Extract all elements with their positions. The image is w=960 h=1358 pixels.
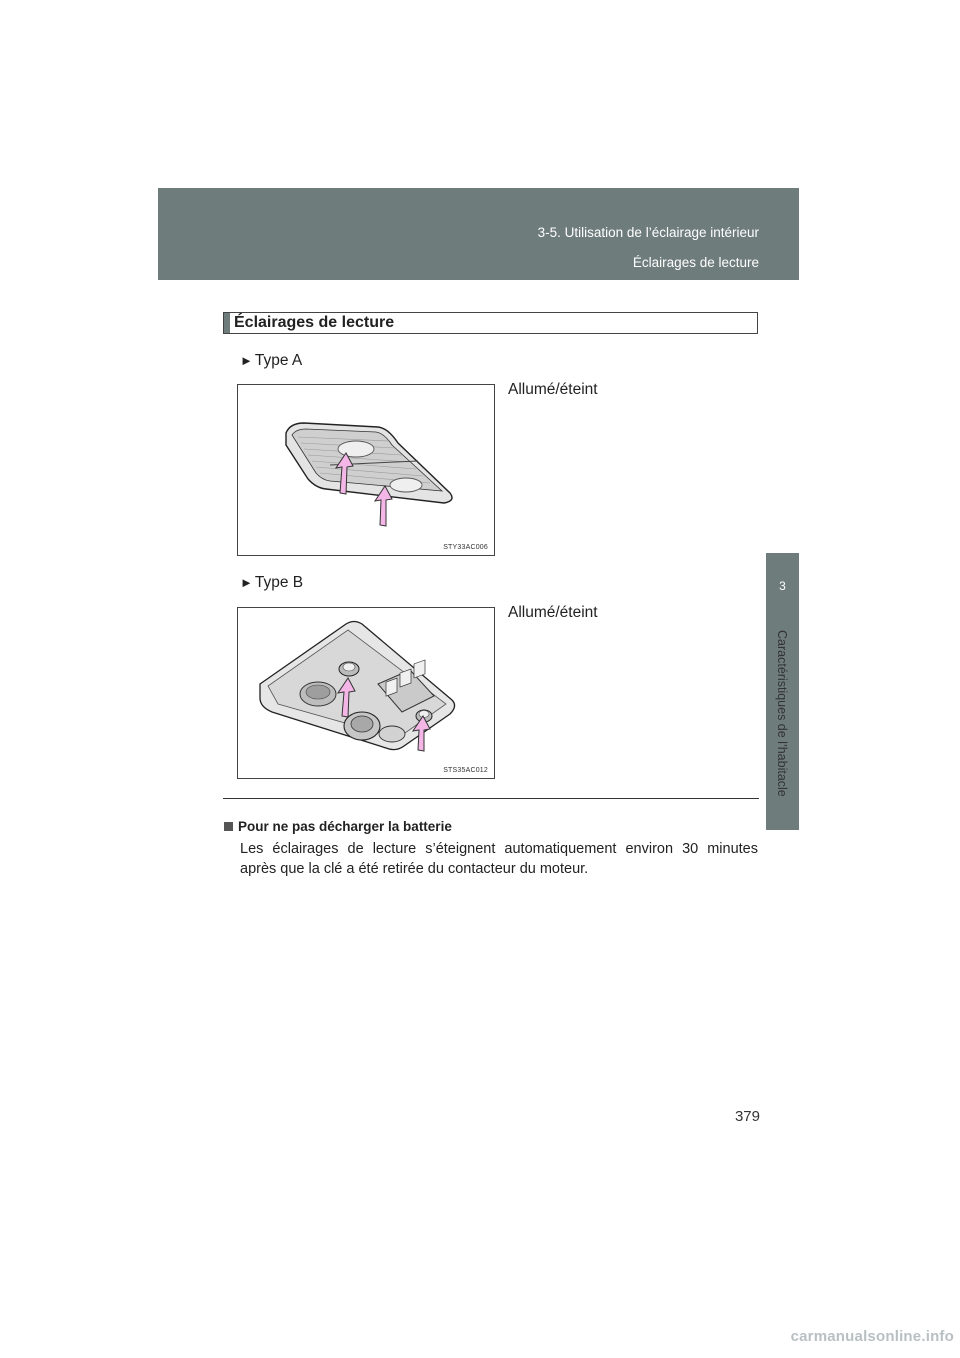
section-heading: Éclairages de lecture [234,314,395,331]
chapter-side-label-text: Caractéristiques de l’habitacle [775,630,789,797]
note-body: Les éclairages de lecture s’éteignent automatiquement environ 30 minutes après que la clé a été retirée du contacteur du moteur. [240,841,758,877]
ceiling-lamp-illustration [238,385,494,555]
note-heading-text: Pour ne pas décharger la batterie [238,819,452,834]
square-bullet-icon [224,822,233,831]
variant-b-label [240,574,303,592]
section-heading-box [223,312,758,334]
chapter-title: 3-5. Utilisation de l’éclairage intérieur [537,225,759,240]
variant-a-label [240,352,302,370]
variant-a-text: Type A [254,352,303,369]
variant-a-callout: Allumé/éteint [508,381,598,398]
overhead-console-illustration [238,608,494,778]
triangle-marker-icon: ► [240,575,253,590]
chapter-number: 3 [779,579,786,593]
section-title: Éclairages de lecture [632,255,759,270]
figure-type-b [237,607,495,779]
figure-code-a: STY33AC006 [443,544,488,551]
triangle-marker-icon: ► [240,353,253,368]
section-divider [223,798,759,799]
note-heading [224,819,452,834]
page-number: 379 [734,1108,760,1125]
header-band [158,188,799,280]
chapter-side-label [766,630,799,830]
figure-type-a [237,384,495,556]
watermark: carmanualsonline.info [790,1328,954,1345]
heading-accent-bar [224,313,230,333]
figure-code-b: STS35AC012 [443,767,488,774]
variant-b-callout: Allumé/éteint [508,604,598,621]
variant-b-text: Type B [254,574,304,591]
